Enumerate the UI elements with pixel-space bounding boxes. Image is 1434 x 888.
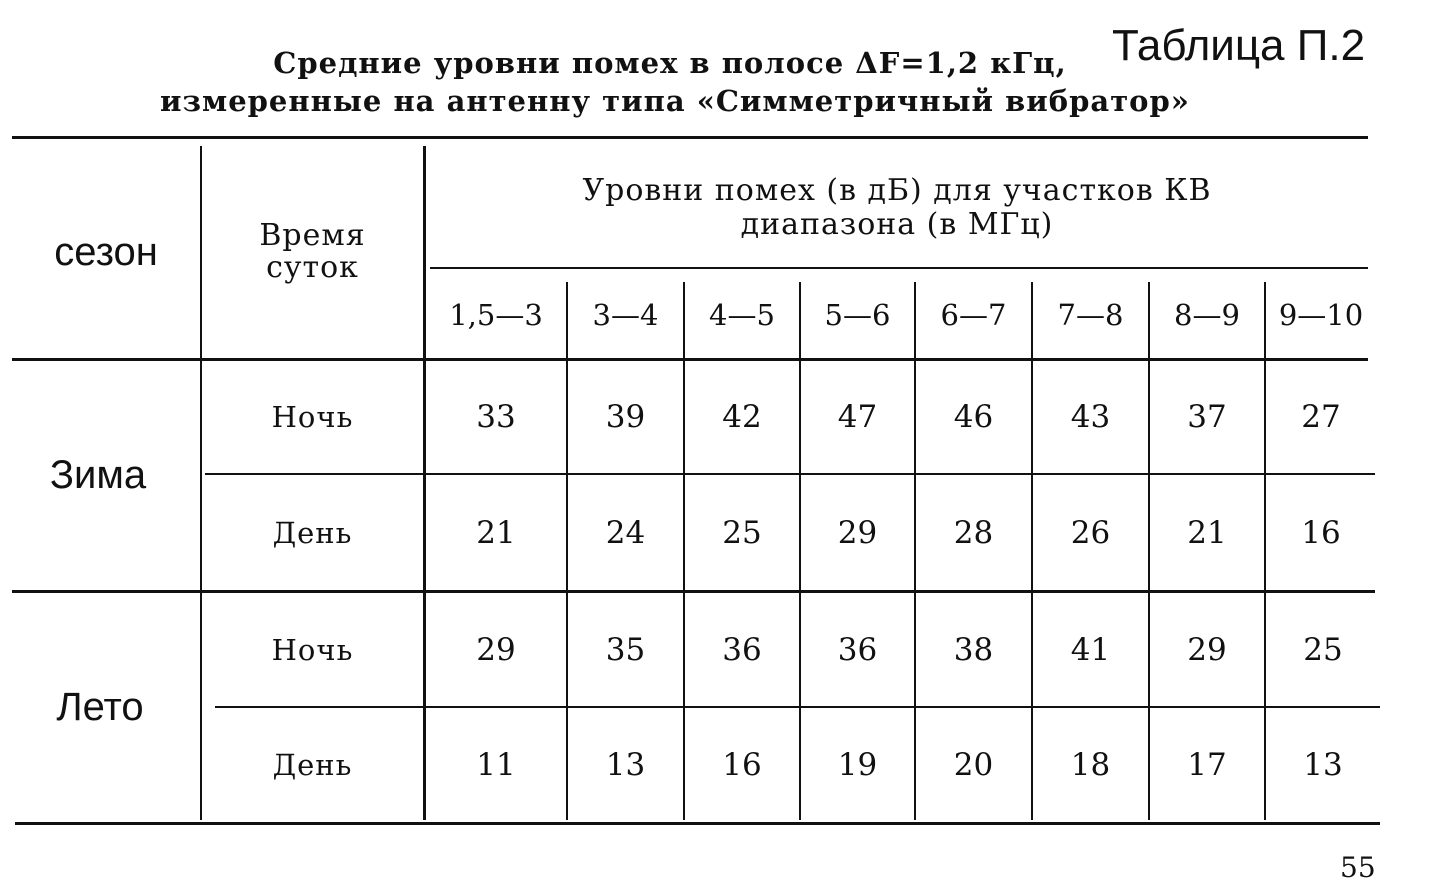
time-of-day-label: День <box>272 748 353 782</box>
noise-value: 25 <box>1303 631 1343 668</box>
noise-value: 35 <box>605 631 646 668</box>
table-bottom-rule <box>15 822 1380 825</box>
noise-value: 39 <box>605 399 646 435</box>
noise-value: 21 <box>476 514 516 551</box>
noise-value: 20 <box>953 747 994 783</box>
noise-value: 33 <box>476 399 516 435</box>
noise-value: 16 <box>722 747 762 783</box>
season-label-winter: Зима <box>49 453 147 497</box>
noise-value: 41 <box>1070 631 1111 668</box>
noise-level-group-header <box>426 150 1368 265</box>
range-header: 8—9 <box>1174 298 1240 332</box>
time-header-line-1: Время <box>259 218 366 253</box>
range-header: 5—6 <box>824 298 891 332</box>
noise-value: 27 <box>1301 399 1341 435</box>
time-of-day-label: Ночь <box>271 632 354 667</box>
range-header: 9—10 <box>1278 298 1364 332</box>
noise-value: 26 <box>1070 514 1111 551</box>
noise-value: 18 <box>1070 747 1111 783</box>
noise-value: 36 <box>837 631 878 668</box>
noise-value: 43 <box>1070 399 1111 435</box>
noise-value: 29 <box>476 631 516 668</box>
table-title-line-2: измеренные на антенну типа «Симметричный вибратор» <box>160 84 1190 118</box>
noise-value: 13 <box>605 747 646 783</box>
noise-value: 11 <box>476 747 516 783</box>
noise-value: 16 <box>1301 514 1341 551</box>
noise-value: 19 <box>837 747 878 783</box>
noise-value: 25 <box>722 514 762 551</box>
season-header: сезон <box>54 229 158 274</box>
time-header-line-2: суток <box>266 250 359 285</box>
noise-value: 38 <box>953 631 994 668</box>
noise-value: 29 <box>837 514 878 551</box>
range-header: 6—7 <box>940 298 1007 332</box>
time-of-day-label: День <box>272 515 353 550</box>
noise-value: 46 <box>953 399 994 435</box>
table-title-line-1: Средние уровни помех в полосе ΔF=1,2 кГц, <box>273 46 1067 80</box>
range-header: 4—5 <box>709 298 775 332</box>
range-header: 1,5—3 <box>449 298 543 332</box>
table-top-rule <box>12 136 1368 139</box>
range-header: 7—8 <box>1057 298 1124 332</box>
table-label: Таблица П.2 <box>1112 21 1366 70</box>
season-label-summer: Лето <box>56 685 144 729</box>
time-of-day-label: Ночь <box>271 400 354 434</box>
noise-value: 13 <box>1303 747 1343 783</box>
noise-value: 29 <box>1187 631 1227 668</box>
noise-value: 36 <box>722 631 762 668</box>
noise-value: 24 <box>605 514 646 551</box>
noise-value: 17 <box>1187 747 1227 783</box>
group-header-line-1: Уровни помех (в дБ) для участков КВ <box>582 172 1212 208</box>
noise-value: 28 <box>953 514 994 551</box>
noise-value: 21 <box>1187 514 1227 551</box>
noise-value: 37 <box>1187 399 1227 435</box>
group-header-rule <box>430 267 1368 269</box>
noise-value: 47 <box>837 399 878 435</box>
range-header: 3—4 <box>592 298 659 332</box>
time-of-day-header <box>202 146 423 358</box>
noise-value: 42 <box>722 399 762 435</box>
group-header-line-2: диапазона (в МГц) <box>740 206 1054 242</box>
page-number: 55 <box>1340 851 1376 884</box>
